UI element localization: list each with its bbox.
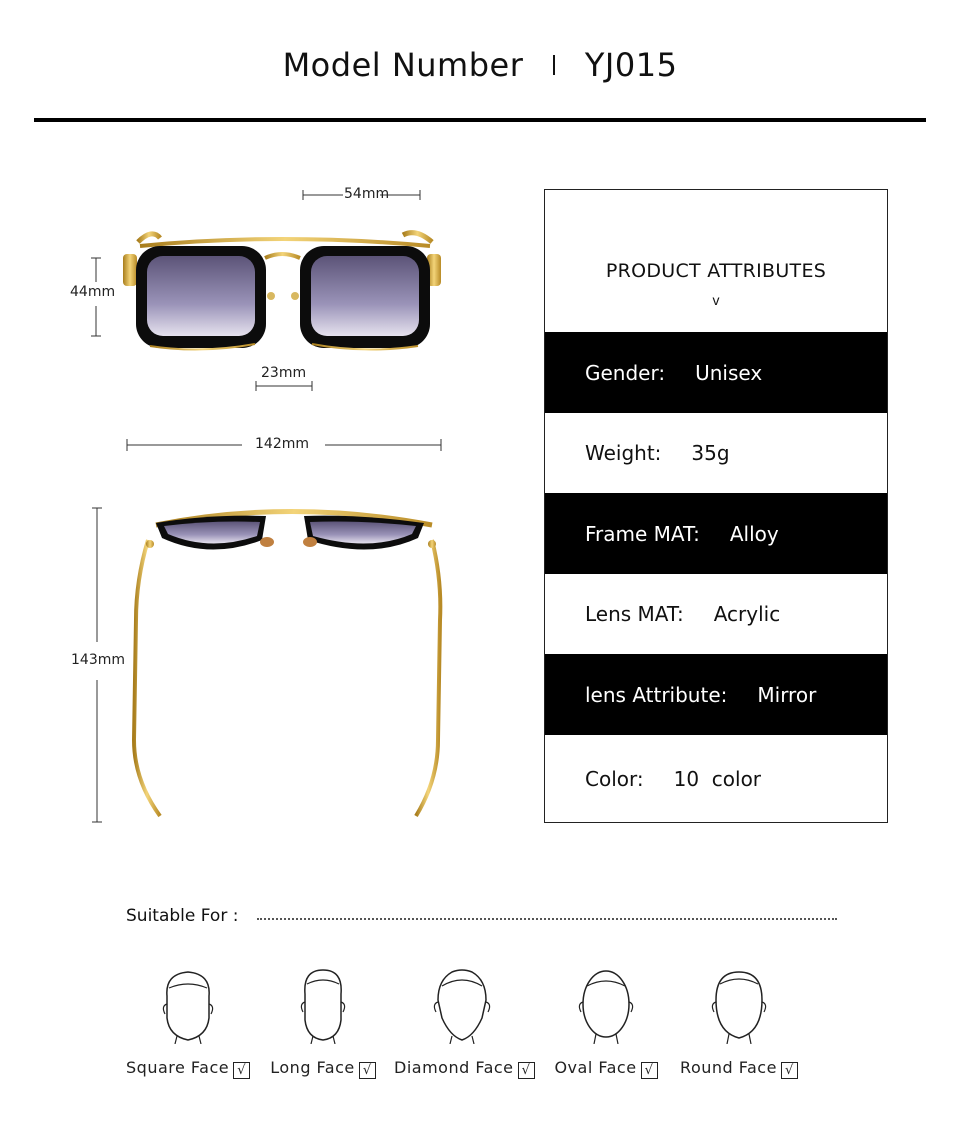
attribute-row-gender (545, 332, 887, 413)
round-face-icon (708, 966, 770, 1044)
face-label: Diamond Face (394, 1058, 514, 1077)
attribute-label: Lens MAT: (585, 602, 684, 626)
attribute-label: lens Attribute: (585, 682, 728, 707)
attribute-value: Alloy (729, 521, 779, 546)
chevron-down-icon: v (712, 292, 720, 308)
face-diamond (394, 966, 530, 1079)
face-round (678, 966, 800, 1079)
bridge-label: 23mm (261, 365, 307, 381)
page-title (0, 40, 960, 90)
attribute-label: Frame MAT: (585, 521, 700, 546)
attribute-row-color (545, 735, 887, 822)
model-label: Model Number (282, 46, 524, 84)
checkbox-checked-icon: √ (518, 1062, 535, 1079)
checkbox-checked-icon: √ (781, 1062, 798, 1079)
face-oval (552, 966, 660, 1079)
lens-width-label: 54mm (344, 186, 390, 202)
face-square (126, 966, 250, 1079)
temple-length-label: 143mm (71, 652, 125, 668)
checkbox-checked-icon: √ (233, 1062, 250, 1079)
top-view (134, 508, 440, 816)
attribute-label: Color: (585, 766, 644, 791)
glasses-diagram (60, 180, 480, 840)
lens-height-label: 44mm (70, 284, 116, 300)
attribute-label: Weight: (585, 441, 662, 465)
face-label: Oval Face (554, 1058, 637, 1077)
attribute-value: Unisex (695, 360, 763, 385)
title-separator (553, 55, 555, 75)
face-label: Round Face (680, 1058, 777, 1077)
attributes-heading: PRODUCT ATTRIBUTES (605, 260, 827, 282)
face-label: Long Face (270, 1058, 355, 1077)
product-attributes-panel (544, 189, 888, 823)
attribute-label: Gender: (585, 360, 666, 385)
front-view (123, 233, 441, 350)
checkbox-checked-icon: √ (641, 1062, 658, 1079)
title-divider (34, 118, 926, 122)
attribute-row-lens-material (545, 574, 887, 654)
attribute-value: 35g (691, 441, 730, 465)
attribute-row-weight (545, 413, 887, 493)
attribute-value: Mirror (757, 682, 817, 707)
attribute-row-frame-material (545, 493, 887, 574)
dotted-divider (257, 918, 837, 920)
attribute-value: 10 color (673, 766, 762, 791)
bridge-dimension (256, 381, 312, 391)
face-label: Square Face (126, 1058, 230, 1077)
suitable-for-label: Suitable For : (126, 906, 239, 926)
long-face-icon (293, 966, 353, 1044)
frame-width-label: 142mm (255, 436, 309, 452)
attribute-value: Acrylic (713, 602, 781, 626)
oval-face-icon (575, 966, 637, 1044)
attribute-row-lens-attribute (545, 654, 887, 735)
square-face-icon (153, 966, 223, 1044)
glasses-illustration (60, 180, 480, 840)
checkbox-checked-icon: √ (359, 1062, 376, 1079)
diamond-face-icon (430, 966, 494, 1044)
model-number: YJ015 (584, 46, 678, 84)
face-long (266, 966, 380, 1079)
attributes-header (545, 190, 887, 332)
